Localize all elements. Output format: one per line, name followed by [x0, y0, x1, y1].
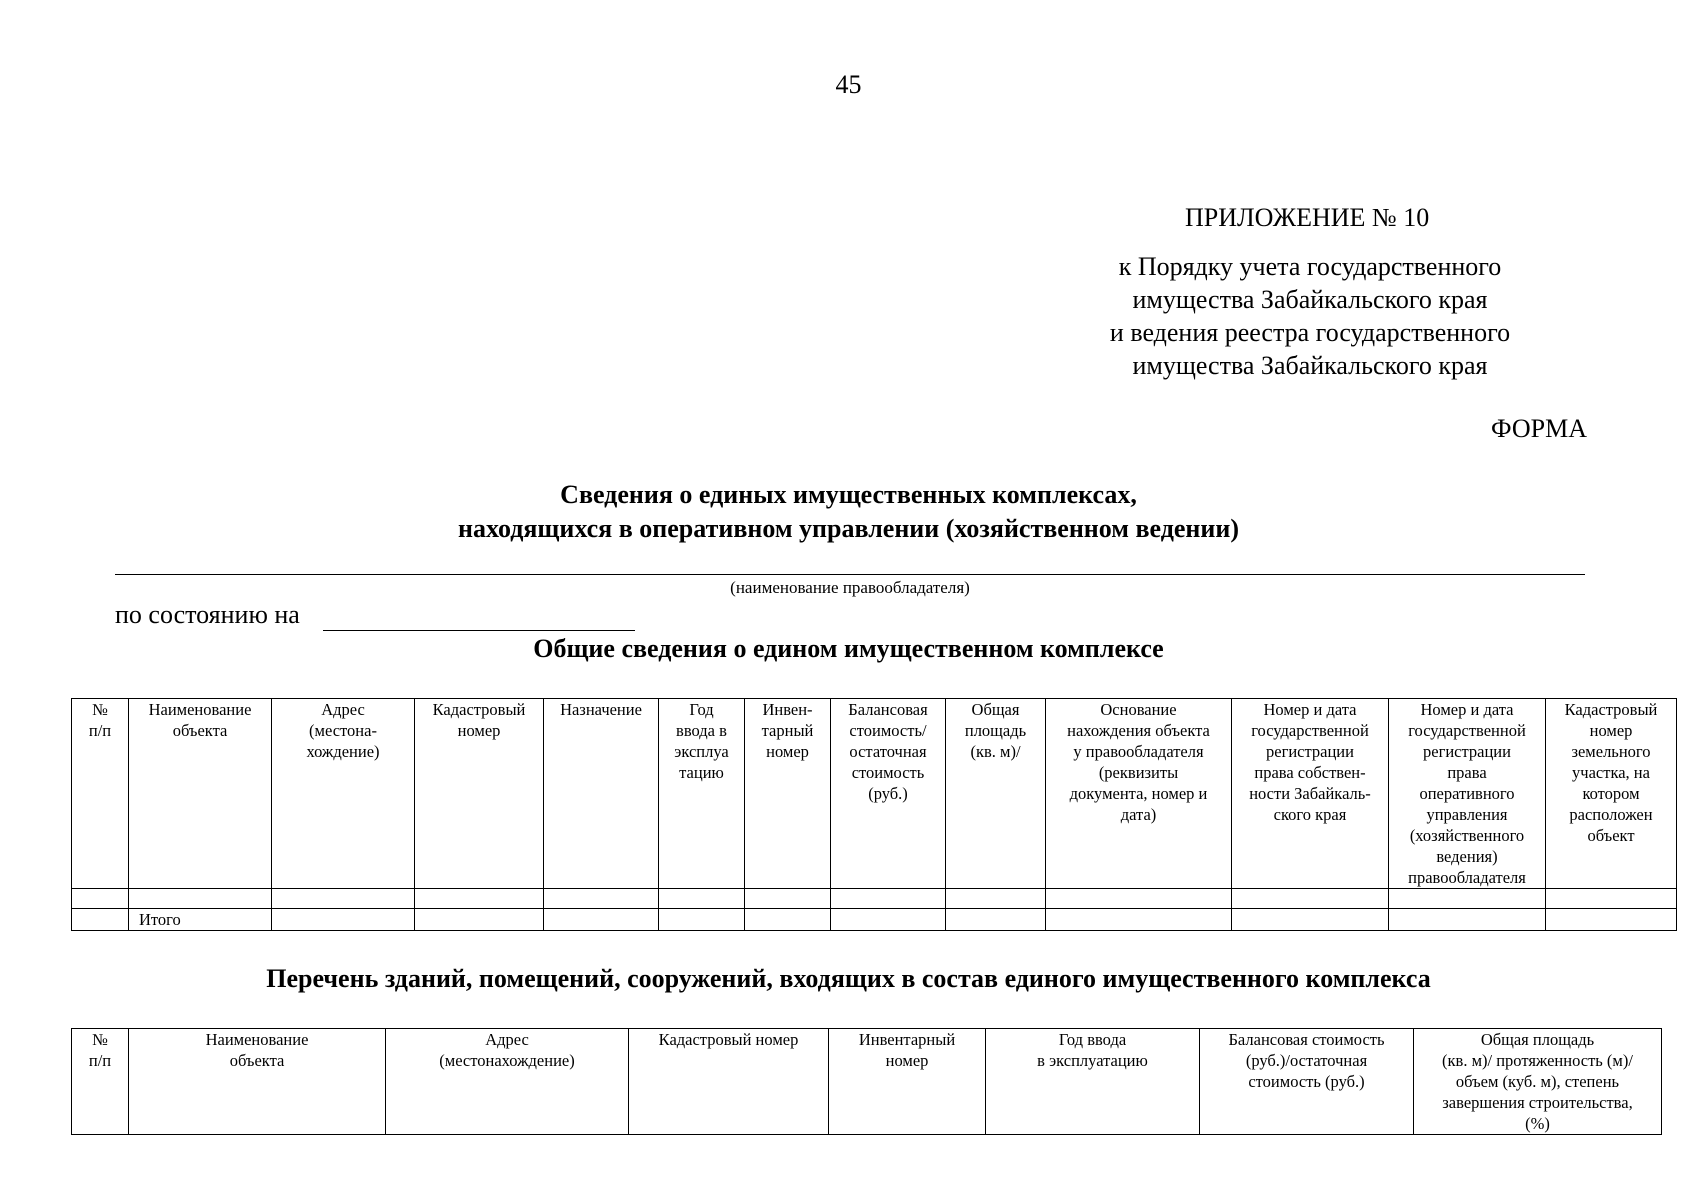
column-header: Общая площадь (кв. м)/ протяженность (м)/ объем (куб. м), степень завершения строительства, (%) — [1414, 1029, 1662, 1135]
table-cell[interactable] — [659, 889, 745, 909]
general-info-table — [71, 698, 1677, 931]
column-header: Адрес (местона- хождение) — [272, 699, 415, 889]
column-header: Номер и дата государственной регистрации права оперативного управления (хозяйственного ведения) правообладателя — [1389, 699, 1546, 889]
column-header: Кадастровый номер земельного участка, на котором расположен объект — [1546, 699, 1677, 889]
table-cell[interactable] — [72, 909, 129, 931]
table-cell[interactable] — [1232, 889, 1389, 909]
table-cell[interactable] — [1546, 889, 1677, 909]
section1-title: Общие сведения о едином имущественном комплексе — [533, 634, 1164, 663]
column-header: Наименование объекта — [129, 699, 272, 889]
table-cell[interactable] — [415, 909, 544, 931]
column-header: Инвентарный номер — [829, 1029, 986, 1135]
table-cell[interactable] — [946, 889, 1046, 909]
column-header: № п/п — [72, 1029, 129, 1135]
table-cell[interactable] — [831, 909, 946, 931]
table-cell[interactable] — [1546, 909, 1677, 931]
as-of-date-line[interactable] — [323, 630, 635, 631]
column-header: Назначение — [544, 699, 659, 889]
table-cell[interactable] — [1389, 909, 1546, 931]
table-cell[interactable] — [659, 909, 745, 931]
column-header: Основание нахождения объекта у правообладателя (реквизиты документа, номер и дата) — [1046, 699, 1232, 889]
table-cell[interactable] — [745, 889, 831, 909]
column-header: № п/п — [72, 699, 129, 889]
table-cell[interactable] — [544, 909, 659, 931]
rightholder-caption: (наименование правообладателя) — [730, 578, 970, 597]
form-label: ФОРМА — [1491, 414, 1587, 443]
column-header: Кадастровый номер — [629, 1029, 829, 1135]
title-line: Сведения о единых имущественных комплексах, — [560, 480, 1137, 509]
table-header-row — [72, 1029, 1662, 1135]
table-cell[interactable] — [1389, 889, 1546, 909]
page-number: 45 — [835, 70, 862, 99]
appendix-reference — [1080, 250, 1540, 382]
total-label: Итого — [129, 909, 272, 931]
column-header: Инвен- тарный номер — [745, 699, 831, 889]
appendix-title: ПРИЛОЖЕНИЕ № 10 — [1185, 203, 1430, 232]
appendix-ref-line: имущества Забайкальского края — [1132, 285, 1488, 314]
column-header: Балансовая стоимость (руб.)/остаточная стоимость (руб.) — [1200, 1029, 1414, 1135]
column-header: Общая площадь (кв. м)/ — [946, 699, 1046, 889]
table-row — [72, 889, 1677, 909]
column-header: Адрес (местонахождение) — [386, 1029, 629, 1135]
section2-title: Перечень зданий, помещений, сооружений, входящих в состав единого имущественного комплекса — [266, 964, 1431, 993]
table-cell[interactable] — [946, 909, 1046, 931]
column-header: Балансовая стоимость/ остаточная стоимость (руб.) — [831, 699, 946, 889]
column-header: Год ввода в эксплуатацию — [986, 1029, 1200, 1135]
column-header: Год ввода в эксплуа тацию — [659, 699, 745, 889]
title-line: находящихся в оперативном управлении (хозяйственном ведении) — [457, 514, 1240, 543]
table-cell[interactable] — [1046, 909, 1232, 931]
rightholder-name-line[interactable] — [115, 574, 1585, 575]
table-cell[interactable] — [272, 889, 415, 909]
column-header: Кадастровый номер — [415, 699, 544, 889]
table-cell[interactable] — [831, 889, 946, 909]
table-cell[interactable] — [272, 909, 415, 931]
appendix-ref-line: и ведения реестра государственного — [1109, 318, 1511, 347]
document-title — [0, 478, 1697, 546]
table-cell[interactable] — [745, 909, 831, 931]
buildings-list-table — [71, 1028, 1662, 1135]
table-cell[interactable] — [544, 889, 659, 909]
column-header: Наименование объекта — [129, 1029, 386, 1135]
table-cell[interactable] — [415, 889, 544, 909]
total-row — [72, 909, 1677, 931]
as-of-label: по состоянию на — [115, 600, 300, 629]
appendix-ref-line: к Порядку учета государственного — [1118, 252, 1502, 281]
table-header-row — [72, 699, 1677, 889]
table-cell[interactable] — [72, 889, 129, 909]
column-header: Номер и дата государственной регистрации права собствен- ности Забайкаль- ского края — [1232, 699, 1389, 889]
table-cell[interactable] — [129, 889, 272, 909]
table-cell[interactable] — [1046, 889, 1232, 909]
appendix-ref-line: имущества Забайкальского края — [1132, 351, 1488, 380]
table-cell[interactable] — [1232, 909, 1389, 931]
